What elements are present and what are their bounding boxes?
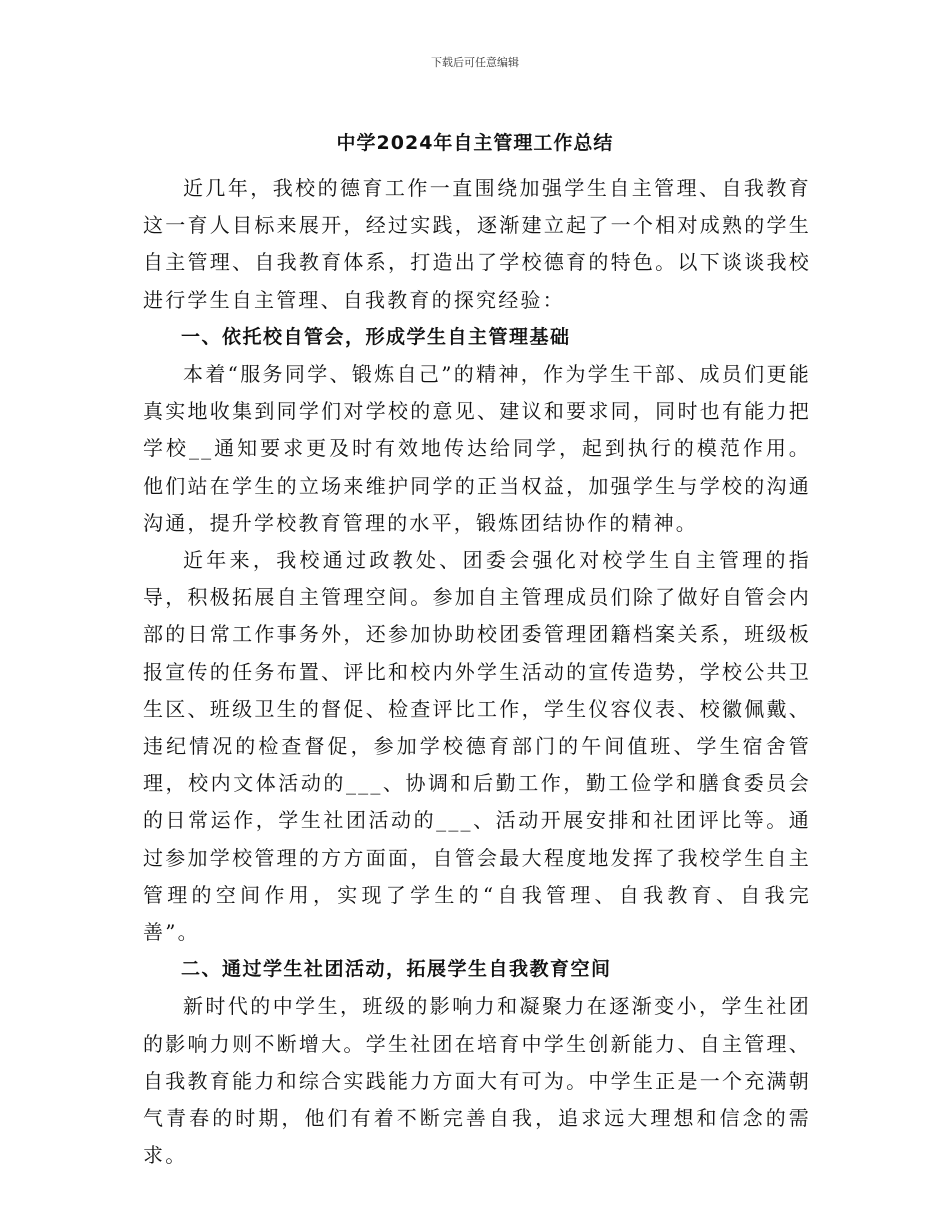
section-1-paragraph-1: 本着“服务同学、锻炼自己”的精神，作为学生干部、成员们更能真实地收集到同学们对学校的意见、建议和要求同，同时也有能力把学校__通知要求更及时有效地传达给同学，起到执行的模范作用。他们站在学生的立场来维护同学的正当权益，加强学生与学校的沟通沟通，提升学校教育管理的水平，锻炼团结协作的精神。 (143, 362, 811, 535)
section-2-paragraph-1: 新时代的中学生，班级的影响力和凝聚力在逐渐变小，学生社团的影响力则不断增大。学生社团在培育中学生创新能力、自主管理、自我教育能力和综合实践能力方面大有可为。中学生正是一个充满朝气青春的时期，他们有着不断完善自我，追求远大理想和信念的需求。 (143, 994, 811, 1168)
section-1-paragraph-2: 近年来，我校通过政教处、团委会强化对校学生自主管理的指导，积极拓展自主管理空间。参加自主管理成员们除了做好自管会内部的日常工作事务外，还参加协助校团委管理团籍档案关系，班级板报宣传的任务布置、评比和校内外学生活动的宣传造势，学校公共卫生区、班级卫生的督促、检查评比工作，学生仪容仪表、校徽佩戴、违纪情况的检查督促，参加学校德育部门的午间值班、学生宿舍管理，校内文体活动的___、协调和后勤工作，勤工俭学和膳食委员会的日常运作，学生社团活动的___、活动开展安排和社团评比等。通过参加学校管理的方方面面，自管会最大程度地发挥了我校学生自主管理的空间作用，实现了学生的“自我管理、自我教育、自我完善”。 (143, 548, 811, 945)
section-2-heading: 二、通过学生社团活动，拓展学生自我教育空间 (181, 958, 612, 981)
document-body (143, 170, 811, 1174)
intro-paragraph: 近几年，我校的德育工作一直围绕加强学生自主管理、自我教育这一育人目标来展开，经过实践，逐渐建立起了一个相对成熟的学生自主管理、自我教育体系，打造出了学校德育的特色。以下谈谈我校进行学生自主管理、自我教育的探究经验： (143, 176, 811, 312)
document-title: 中学2024年自主管理工作总结 (336, 132, 614, 154)
section-1-heading: 一、依托校自管会，形成学生自主管理基础 (181, 325, 571, 348)
header-note: 下载后可任意编辑 (431, 56, 519, 69)
